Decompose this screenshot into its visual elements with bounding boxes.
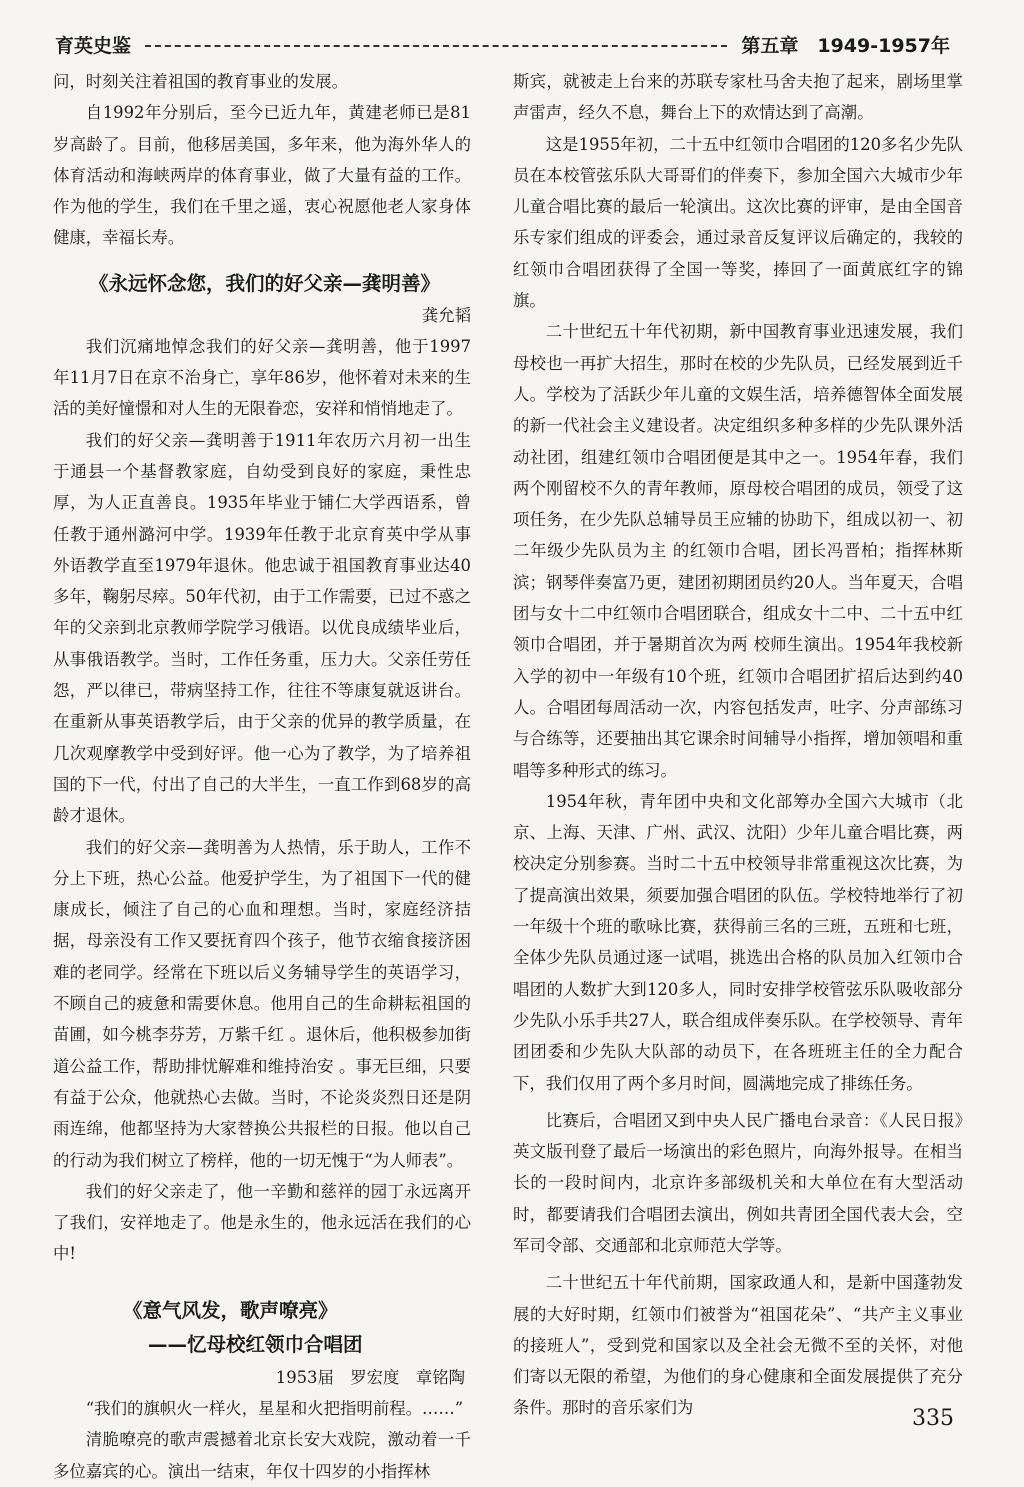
book-title: 育英史鉴 <box>55 34 132 57</box>
paragraph: “我们的旗帜火一样火，星星和火把指明前程。……” <box>85 1398 464 1418</box>
right-column <box>513 66 963 1424</box>
chapter-title: 第五章 1949-1957年 <box>741 34 950 57</box>
page-header <box>55 26 950 62</box>
paragraph: 比赛后，合唱团又到中央人民广播电台录音：《人民日报》英文版刊登了最后一场演出的彩色照片，向海外报导。在相当长的一段时间内，北京许多部级机关和大单位在有大型活动时，都要请我们合唱团去演出，例如共青团全国代表大会，空军司令部、交通部和北京师范大学等。 <box>513 1110 963 1255</box>
article-title: 《意气风发，歌声嘹亮》 <box>123 1298 338 1322</box>
paragraph: 我们的好父亲走了，他一辛勤和慈祥的园丁永远离开了我们，安祥地走了。他是永生的，他永远活在我们的心中! <box>53 1181 471 1264</box>
paragraph: 我们的好父亲—龚明善为人热情，乐于助人，工作不分上下班，热心公益。他爱护学生，为了祖国下一代的健康成长，倾注了自己的心血和理想。当时，家庭经济拮据，母亲没有工作又要抚育四个孩子，他节衣缩食接济困难的老同学。经常在下班以后义务辅导学生的英语学习，不顾自己的疲惫和需要休息。他用自己的生命耕耘祖国的苗圃，如今桃李芬芳，万紫千红 。退休后，他积极参加街道公益工作，帮助排忧解难和维持治安 。事无巨细，只要有益于公众，他就热心去做。当时，不论炎炎烈日还是阴雨连绵，他都坚持为大家替换公共报栏的日报。他以自己的行动为我们树立了榜样，他的一切无愧于“为人师表”。 <box>53 837 471 1170</box>
page-number: 335 <box>912 1406 954 1431</box>
paragraph: 1954年秋，青年团中央和文化部筹办全国六大城市（北京、上海、天津、广州、武汉、沈阳）少年儿童合唱比赛，两校决定分别参赛。当时二十五中校领导非常重视这次比赛，为了提高演出效果，须要加强合唱团的队伍。学校特地举行了初一年级十个班的歌咏比赛，获得前三名的三班，五班和七班，全体少先队员通过逐一试唱，挑选出合格的队员加入红领巾合唱团的人数扩大到120多人，同时安排学校管弦乐队吸收部分少先队小乐手共27人，联合组成伴奏乐队。在学校领导、青年团团委和少先队大队部的动员下，在各班班主任的全力配合下，我们仅用了两个多月时间，圆满地完成了排练任务。 <box>513 791 963 1093</box>
paragraph: 我们的好父亲—龚明善于1911年农历六月初一出生于通县一个基督教家庭，自幼受到良好的家庭，秉性忠厚，为人正直善良。1935年毕业于铺仁大学西语系，曾任教于通州潞河中学。1939年任教于北京育英中学从事外语教学直至1979年退休。他忠诚于祖国教育事业达40多年，鞠躬尽瘁。50年代初，由于工作需要，已过不惑之年的父亲到北京教师学院学习俄语。以优良成绩毕业后，从事俄语教学。当时，工作任务重，压力大。父亲任劳任怨，严以律已，带病坚持工作，往往不等康复就返讲台。在重新从事英语教学后，由于父亲的优异的教学质量，在几次观摩教学中受到好评。他一心为了教学，为了培养祖国的下一代，付出了自己的大半生，一直工作到68岁的高龄才退休。 <box>53 430 471 826</box>
paragraph: 清脆嘹亮的歌声震撼着北京长安大戏院，激动着一千多位嘉宾的心。演出一结束，年仅十四岁的小指挥林 <box>53 1430 471 1481</box>
article-title: 《永远怀念您，我们的好父亲—龚明善》 <box>89 271 441 295</box>
article-subtitle: ——忆母校红领巾合唱团 <box>148 1332 363 1356</box>
header-dashed-rule <box>145 45 727 47</box>
article-byline: 1953届 罗宏度 章铭陶 <box>275 1367 465 1387</box>
article-author: 龚允韬 <box>421 305 471 325</box>
paragraph: 自1992年分别后，至今已近九年，黄建老师已是81岁高龄了。目前，他移居美国，多年来，他为海外华人的体育活动和海峡两岸的体育事业，做了大量有益的工作。作为他的学生，我们在千里之遥，衷心祝愿他老人家身体健康，幸福长寿。 <box>53 103 471 248</box>
paragraph: 我们沉痛地悼念我们的好父亲—龚明善，他于1997年11月7日在京不治身亡，享年86岁，他怀着对未来的生活的美好憧憬和对人生的无限眷恋，安祥和悄悄地走了。 <box>53 336 471 419</box>
paragraph: 二十世纪五十年代初期，新中国教育事业迅速发展，我们母校也一再扩大招生，那时在校的少先队员，已经发展到近千人。学校为了活跃少年儿童的文娱生活，培养德智体全面发展的新一代社会主义建设者。决定组织多种多样的少先队课外活动社团，组建红领巾合唱团便是其中之一。1954年春，我们两个刚留校不久的青年教师，原母校合唱团的成员，领受了这项任务，在少先队总辅导员王应辅的协助下，组成以初一、初二年级少先队员为主 的红领巾合唱，团长冯晋柏；指挥林斯滨；钢琴伴奏富乃更，建团初期团员约20人。当年夏天，合唱团与女十二中红领巾合唱团联合，组成女十二中、二十五中红领巾合唱团，并于暑期首次为两 校师生演出。1954年我校新入学的初中一年级有10个班，红领巾合唱团扩招后达到约40人。合唱团每周活动一次，内容包括发声，吐字、分声部练习与合练等，还要抽出其它课余时间辅导小指挥，增加领唱和重唱等多种形式的练习。 <box>513 322 963 780</box>
paragraph: 问，时刻关注着祖国的教育事业的发展。 <box>53 72 349 91</box>
paragraph: 二十世纪五十年代前期，国家政通人和，是新中国蓬勃发展的大好时期，红领巾们被誉为“祖国花朵”、“共产主义事业的接班人”，受到党和国家以及全社会无微不至的关怀，对他们寄以无限的希望，为他们的身心健康和全面发展提供了充分条件。那时的音乐家们为 <box>513 1273 963 1418</box>
paragraph: 斯宾，就被走上台来的苏联专家杜马舍夫抱了起来，剧场里掌声雷声，经久不息，舞台上下的欢情达到了高潮。 <box>513 72 963 123</box>
paragraph: 这是1955年初，二十五中红领巾合唱团的120多名少先队员在本校管弦乐队大哥哥们的伴奏下，参加全国六大城市少年儿童合唱比赛的最后一轮演出。这次比赛的评审，是由全国音乐专家们组成的评委会，通过录音反复评议后确定的，我较的红领巾合唱团获得了全国一等奖，捧回了一面黄底红字的锦旗。 <box>513 134 963 311</box>
left-column <box>53 66 471 1487</box>
